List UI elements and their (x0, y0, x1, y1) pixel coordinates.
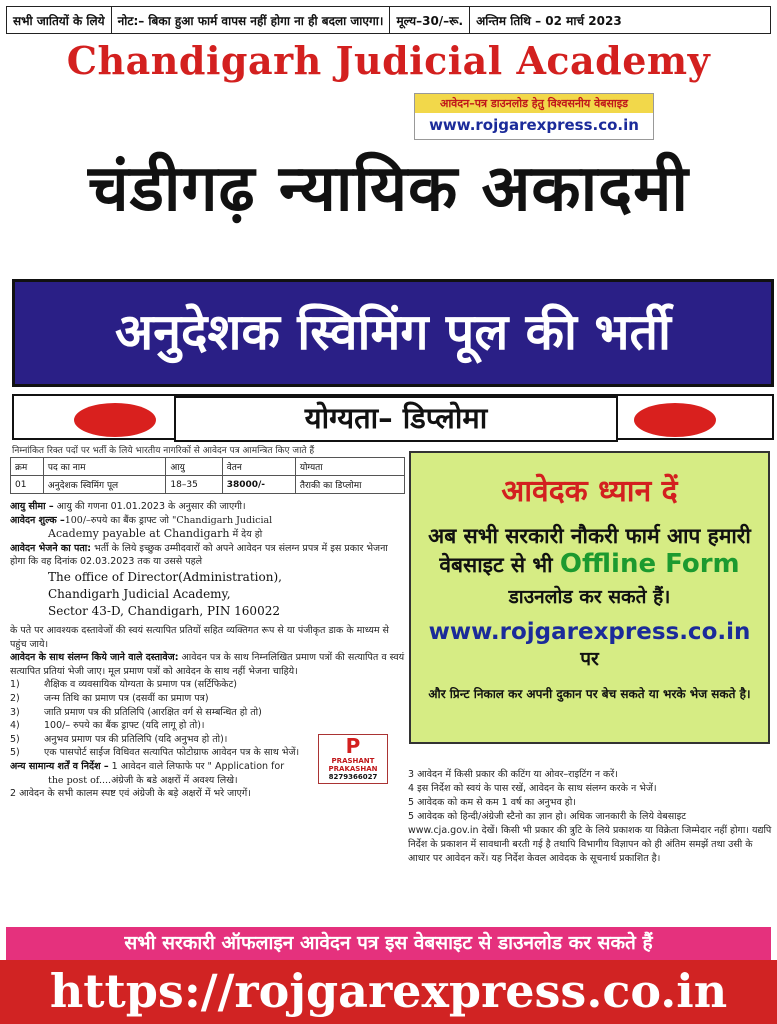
posts-table (10, 457, 405, 494)
fee-text-2: Academy payable at Chandigarh (48, 527, 230, 541)
list-item: 5) एक पासपोर्ट साईज विधिवत सत्यापित फोटोग्राफ आवेदन पत्र के साथ भेजें। (10, 747, 300, 759)
header-cell: क्रम (11, 458, 44, 476)
notice-heading: आवेदक ध्यान दें (501, 474, 678, 509)
notice-line-1: अब सभी सरकारी नौकरी फार्म आप हमारी (428, 524, 751, 548)
age-label: आयु सीमा – (10, 501, 54, 512)
last-date-text: अन्तिम तिथि – 02 मार्च 2023 (476, 14, 622, 28)
website-badge[interactable] (414, 93, 654, 140)
notice-line-2: वेबसाइट से भी Offline Form (439, 549, 740, 579)
general-1b: the post of.... (48, 774, 112, 786)
instruction-item: 4 इस निर्देश को स्वयं के पास रखें, आवेदन के साथ संलग्न करके न भेजें। (408, 783, 657, 794)
docs-text: आवेदन पत्र के साथ निम्नलिखित प्रमाण पत्रों की सत्यापित व स्वयं सत्यापित प्रतियां भेजी जाए। मूल प्रमाण पत्रों को आवेदन के साथ नहीं भेजना चाहिये। (10, 652, 405, 677)
docs-list (10, 678, 310, 760)
age-text: आयु की गणना 01.01.2023 के अनुसार की जाएगी। (56, 501, 246, 512)
hindi-title: चंडीगढ़ न्यायिक अकादमी (88, 152, 689, 226)
address-after-text: के पते पर आवश्यक दस्तावेजों की स्वयं सत्यापित प्रतियों सहित व्यक्तिगत रूप से या पंजीकृत डाक के माध्यम से पहुंच जाये। (10, 624, 389, 650)
table-cell: अनुदेशक स्विमिंग पूल (43, 476, 165, 494)
notice-url-link[interactable]: www.rojgarexpress.co.in (428, 619, 751, 645)
top-info-bar (6, 6, 771, 34)
fee-text-3: में देय हो (232, 529, 263, 541)
eligibility-text: सभी जातियों के लिये (7, 7, 112, 33)
fee-text: 100/–रुपये का बैंक ड्राफ्ट जो "Chandigarh Judicial (64, 514, 273, 526)
post-banner-text: अनुदेशक स्विमिंग पूल की भर्ती (115, 303, 671, 361)
publisher-logo (318, 734, 388, 784)
qualification-row (12, 394, 774, 440)
instruction-item: 5 आवेदक को हिन्दी/अंग्रेजी स्टैनो का ज्ञान हो। अधिक जानकारी के लिये वेबसाइट (408, 811, 687, 822)
table-row (11, 476, 405, 494)
instruction-item: 3 आवेदन में किसी प्रकार की कटिंग या ओवर–राइटिंग न करें। (408, 769, 618, 780)
note-text: नोट:– बिका हुआ फार्म वापस नहीं होगा ना ही बदला जाएगा। (112, 7, 391, 33)
general-1c: अंग्रेजी के बडे अक्षरों में अवश्य लिखे। (111, 774, 238, 786)
address-text: भर्ती के लिये इच्छुक उम्मीदवारों को अपने आवेदन पत्र संलग्न प्रपत्र में इस प्रकार भेजना होगा कि वह दिनांक 02.03.2023 तक या उससे पहले (10, 542, 388, 568)
english-title: Chandigarh Judicial Academy (66, 38, 711, 83)
applicant-notice-box (409, 451, 770, 744)
offline-form-text: Offline Form (559, 549, 740, 579)
header-cell: वेतन (222, 458, 295, 476)
address-line: Chandigarh Judicial Academy, (48, 586, 231, 601)
general-2: 2 आवेदन के सभी कालम स्पष्ट एवं अंग्रेजी के बड़े अक्षरों में भरे जाएगें। (10, 788, 251, 800)
list-item: 1) शैक्षिक व व्यवसायिक योग्यता के प्रमाण पत्र (सर्टिफिकेट) (10, 679, 237, 691)
table-cell: तैराकी का डिप्लोमा (295, 476, 404, 494)
logo-phone: 8279366027 (328, 773, 378, 781)
badge-url-link[interactable]: www.rojgarexpress.co.in (429, 116, 639, 134)
price-text: मूल्य–30/–रू. (390, 7, 470, 33)
docs-label: आवेदन के साथ संलग्न किये जाने वाले दस्तावेज: (10, 652, 179, 664)
fee-label: आवेदन शुल्क – (10, 514, 65, 526)
post-banner (12, 279, 774, 387)
instruction-item: www.cja.gov.in देखें। किसी भी प्रकार की त्रुटि के लिये प्रकाशक या विक्रेता जिम्मेदार नहीं होगा। यद्यपि निर्देश के प्रकाशन में सावधानी बरती गई है तथापि विभागीय विज्ञापन को ही अंतिम समझें तथा उसी के आधार पर आवेदन करें। यह निर्देश केवल आवेदक के सूचनार्थ प्रकाशित है। (408, 825, 772, 864)
footer-url-link[interactable]: https://rojgarexpress.co.in (0, 960, 777, 1024)
logo-name: PRASHANT PRAKASHAN (328, 757, 378, 773)
download-cta-banner: सभी सरकारी ऑफलाइन आवेदन पत्र इस वेबसाइट से डाउनलोड कर सकते हैं (6, 927, 771, 960)
badge-caption: आवेदन–पत्र डाउनलोड हेतु विश्वसनीय वेबसाइड (415, 94, 653, 113)
list-item: 4) 100/– रुपये का बैंक ड्राफ्ट (यदि लागू हो तो)। (10, 720, 205, 732)
table-cell: 01 (11, 476, 44, 494)
table-cell: 38000/- (222, 476, 295, 494)
instructions-right (408, 768, 774, 866)
header-cell: पद का नाम (43, 458, 165, 476)
address-label: आवेदन भेजने का पता: (10, 542, 92, 554)
logo-letter: P (345, 734, 361, 758)
intro-text: निम्नांकित रिक्त पदों पर भर्ती के लिये भारतीय नागरिकों से आवेदन पत्र आमन्त्रित किए जाते हैं (12, 446, 315, 456)
list-item: 3) जाति प्रमाण पत्र की प्रतिलिपि (आरक्षित वर्ग से सम्बन्धित हो तो) (10, 706, 262, 718)
address-line: Sector 43-D, Chandigarh, PIN 160022 (48, 603, 280, 618)
qualification-box: योग्यता– डिप्लोमा (174, 396, 618, 442)
address-line: The office of Director(Administration), (48, 569, 282, 584)
list-item: 5) अनुभव प्रमाण पत्र की प्रतिलिपि (यदि अनुभव हो तो)। (10, 733, 228, 745)
notice-line-5: और प्रिन्ट निकाल कर अपनी दुकान पर बेच सकते या भरके भेज सकते है। (428, 687, 751, 701)
notice-line-3: डाउनलोड कर सकते हैं। (508, 586, 671, 608)
left-red-oval (74, 403, 156, 437)
right-red-oval (634, 403, 716, 437)
table-header-row (11, 458, 405, 476)
table-cell: 18–35 (166, 476, 222, 494)
address-block (10, 569, 405, 620)
instruction-item: 5 आवेदक को कम से कम 1 वर्ष का अनुभव हो। (408, 797, 576, 808)
notice-url-line[interactable]: www.rojgarexpress.co.in पर (428, 619, 751, 670)
general-label: अन्य सामान्य शर्तें व निर्देश – (10, 760, 109, 772)
header-cell: आयु (166, 458, 222, 476)
list-item: 2) जन्म तिथि का प्रमाण पत्र (दसवीं का प्रमाण पत्र) (10, 692, 209, 704)
header-cell: योग्यता (295, 458, 404, 476)
general-1: 1 आवेदन वाले लिफाफे पर " Application for (111, 760, 285, 772)
